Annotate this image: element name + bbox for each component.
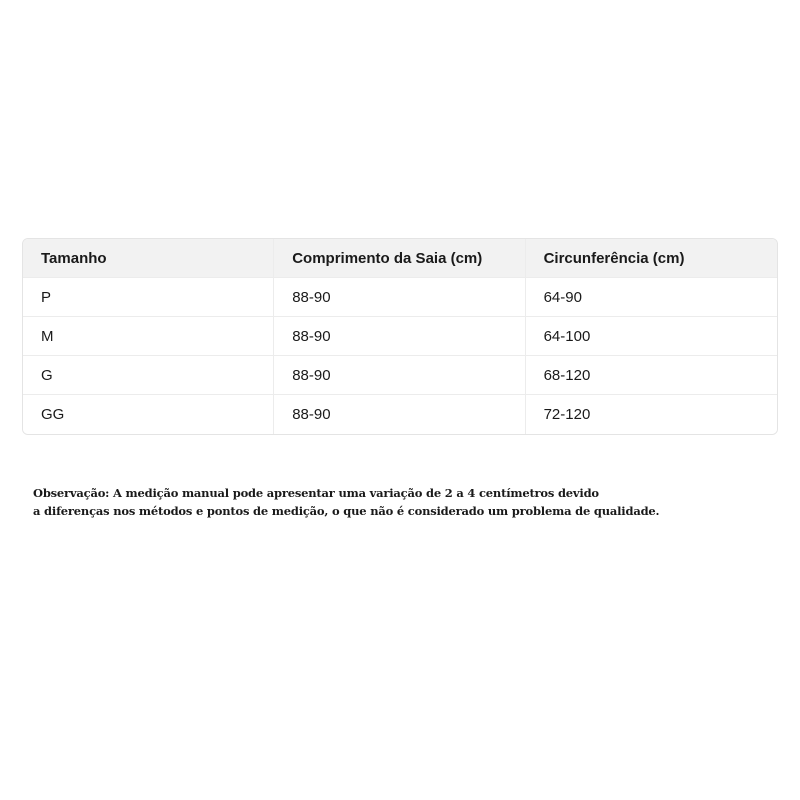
cell-circumference: 72-120 — [526, 395, 777, 434]
cell-skirt-length: 88-90 — [274, 317, 525, 356]
note-line-1: Observação: A medição manual pode apresentar uma variação de 2 a 4 centímetros devido — [33, 486, 599, 500]
cell-size: GG — [23, 395, 274, 434]
cell-size: G — [23, 356, 274, 395]
table-row — [23, 317, 777, 356]
header-size: Tamanho — [23, 239, 274, 278]
note-line-2: a diferenças nos métodos e pontos de medição, o que não é considerado um problema de qualidade. — [33, 504, 660, 518]
cell-skirt-length: 88-90 — [274, 356, 525, 395]
cell-circumference: 64-100 — [526, 317, 777, 356]
size-chart-table — [22, 238, 778, 435]
table-row — [23, 395, 777, 434]
cell-circumference: 68-120 — [526, 356, 777, 395]
measurement-note — [33, 484, 753, 520]
header-circumference: Circunferência (cm) — [526, 239, 777, 278]
cell-skirt-length: 88-90 — [274, 395, 525, 434]
header-skirt-length: Comprimento da Saia (cm) — [274, 239, 525, 278]
table-row — [23, 278, 777, 317]
table-header-row — [23, 239, 777, 278]
cell-skirt-length: 88-90 — [274, 278, 525, 317]
cell-size: M — [23, 317, 274, 356]
cell-circumference: 64-90 — [526, 278, 777, 317]
table-row — [23, 356, 777, 395]
cell-size: P — [23, 278, 274, 317]
